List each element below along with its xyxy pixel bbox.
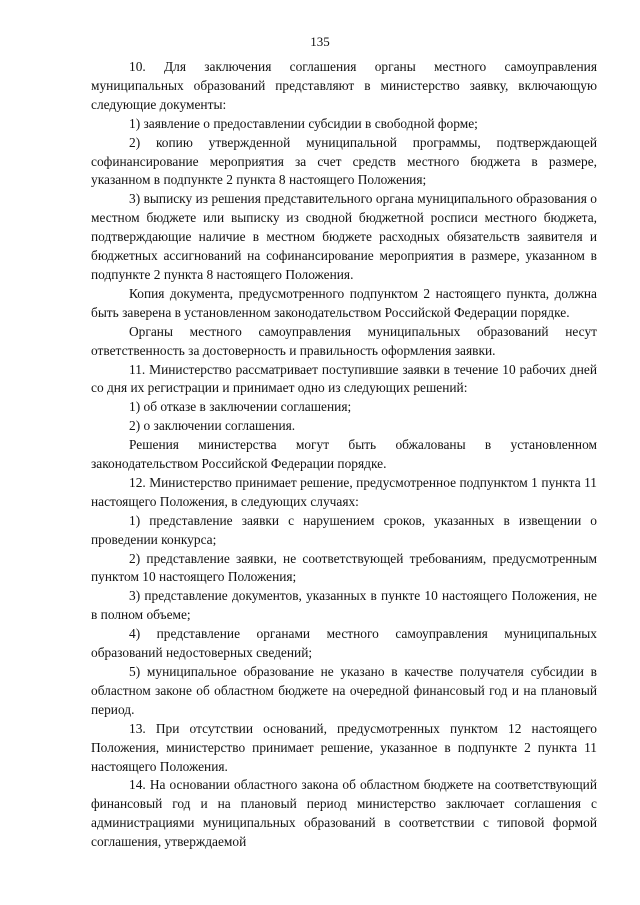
paragraph-11-item-2: 2) о заключении соглашения. <box>129 418 296 434</box>
paragraph-12-item-1: 1) представление заявки с нарушением сроков, указанных в извещении о проведении конкурса; <box>91 512 597 547</box>
paragraph-12-item-3: 3) представление документов, указанных в пункте 10 настоящего Положения, не в полном объеме; <box>91 588 597 623</box>
paragraph-10-item-2: 2) копию утвержденной муниципальной программы, подтверждающей софинансирование мероприятия за счет средств местного бюджета в размере, указанном в подпункте 2 пункта 8 настоящего Положения; <box>91 134 597 188</box>
paragraph-10-intro: 10. Для заключения соглашения органы местного самоуправления муниципальных образований представляют в министерство заявку, включающую следующие документы: <box>91 59 597 112</box>
paragraph-responsibility: Органы местного самоуправления муниципальных образований несут ответственность за достоверность и правильность оформления заявки. <box>91 323 597 358</box>
paragraph-12-intro: 12. Министерство принимает решение, предусмотренное подпунктом 1 пункта 11 настоящего Положения, в следующих случаях: <box>91 474 597 509</box>
paragraph-10-item-3: 3) выписку из решения представительного органа муниципального образования о местном бюджете или выписку из сводной бюджетной росписи местного бюджета, подтверждающие наличие в местном бюджете расходных обязательств заявителя и бюджетных ассигнований на софинансирование мероприятия в размере, указанном в подпункте 2 пункта 8 настоящего Положения. <box>91 191 597 282</box>
paragraph-12-item-5: 5) муниципальное образование не указано в качестве получателя субсидии в областном законе об областном бюджете на очередной финансовый год и на плановый период. <box>91 664 597 717</box>
paragraph-14: 14. На основании областного закона об областном бюджете на соответствующий финансовый год и на плановый период министерство заключает соглашения с администрациями муниципальных образований в соответствии с типовой формой соглашения, утверждаемой <box>91 777 597 850</box>
paragraph-12-item-2: 2) представление заявки, не соответствующей требованиям, предусмотренным пунктом 10 настоящего Положения; <box>91 550 597 585</box>
paragraph-appeal: Решения министерства могут быть обжалованы в установленном законодательством Российской Федерации порядке. <box>91 437 597 472</box>
paragraph-10-item-1: 1) заявление о предоставлении субсидии в свободной форме; <box>129 115 478 131</box>
paragraph-12-item-4: 4) представление органами местного самоуправления муниципальных образований недостоверных сведений; <box>91 626 597 661</box>
paragraph-copy-certification: Копия документа, предусмотренного подпунктом 2 настоящего пункта, должна быть заверена в установленном законодательством Российской Федерации порядке. <box>91 285 597 320</box>
page-number: 135 <box>310 34 330 49</box>
paragraph-13: 13. При отсутствии оснований, предусмотренных пунктом 12 настоящего Положения, министерство принимает решение, указанное в подпункте 2 пункта 11 настоящего Положения. <box>91 720 597 774</box>
document-body <box>91 58 597 852</box>
paragraph-11-intro: 11. Министерство рассматривает поступившие заявки в течение 10 рабочих дней со дня их регистрации и принимает одно из следующих решений: <box>91 361 597 396</box>
paragraph-11-item-1: 1) об отказе в заключении соглашения; <box>129 399 352 415</box>
